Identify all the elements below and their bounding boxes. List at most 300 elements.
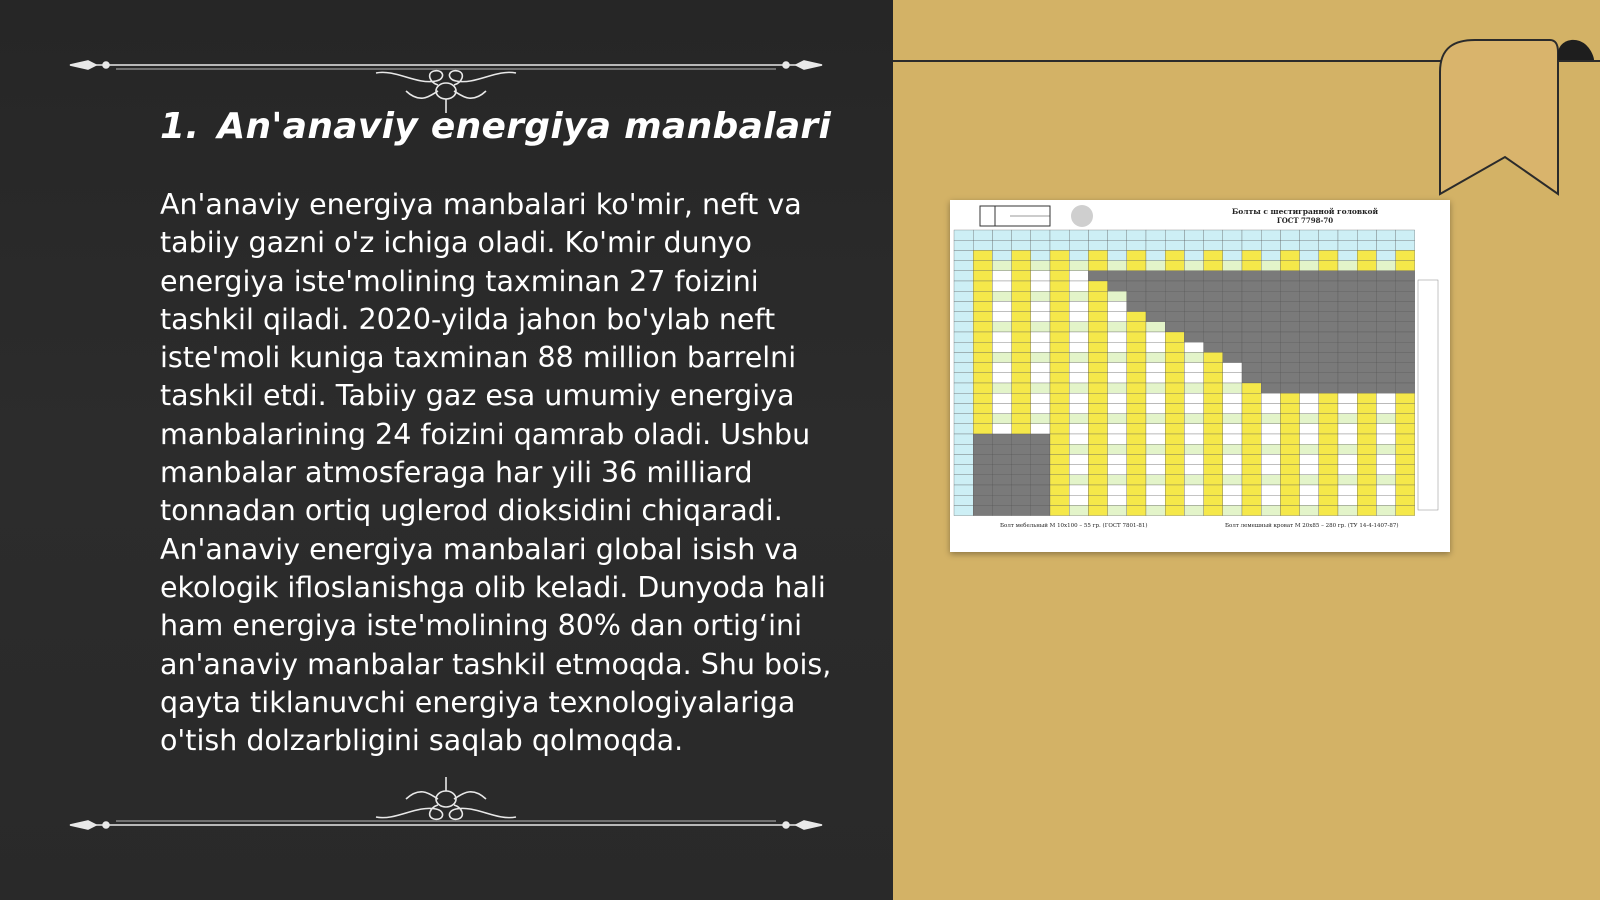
table-cell: [1146, 363, 1165, 373]
table-cell: [1319, 465, 1338, 475]
table-cell: [1280, 291, 1299, 301]
table-cell: [1261, 250, 1280, 260]
table-cell: [1108, 312, 1127, 322]
table-cell: [1396, 485, 1415, 495]
table-cell: [1146, 352, 1165, 362]
table-cell: [1069, 454, 1088, 464]
table-cell: [1165, 312, 1184, 322]
table-cell: [1069, 383, 1088, 393]
table-cell: [1050, 291, 1069, 301]
table-cell: [1223, 352, 1242, 362]
table-cell: [1108, 373, 1127, 383]
table-cell: [1319, 332, 1338, 342]
table-cell: [1242, 230, 1261, 240]
table-cell: [1108, 475, 1127, 485]
table-cell: [1280, 230, 1299, 240]
table-cell: [1146, 230, 1165, 240]
table-cell: [1261, 363, 1280, 373]
table-cell: [1376, 281, 1395, 291]
table-cell: [1184, 373, 1203, 383]
table-cell: [1242, 301, 1261, 311]
slide-title: [160, 104, 860, 150]
table-cell: [1165, 403, 1184, 413]
table-cell: [1223, 312, 1242, 322]
table-cell: [1031, 465, 1050, 475]
table-cell: [954, 414, 973, 424]
table-cell: [1396, 250, 1415, 260]
table-cell: [1127, 301, 1146, 311]
table-cell: [1088, 403, 1107, 413]
table-cell: [1127, 322, 1146, 332]
table-cell: [1338, 414, 1357, 424]
table-cell: [1300, 363, 1319, 373]
table-cell: [1242, 240, 1261, 250]
table-side-note: [1418, 280, 1438, 510]
table-cell: [1396, 322, 1415, 332]
table-cell: [1088, 414, 1107, 424]
table-cell: [1376, 373, 1395, 383]
table-cell: [973, 342, 992, 352]
table-cell: [1146, 383, 1165, 393]
table-cell: [973, 465, 992, 475]
table-cell: [1012, 230, 1031, 240]
table-cell: [954, 485, 973, 495]
table-cell: [1069, 475, 1088, 485]
table-cell: [1280, 261, 1299, 271]
table-cell: [1069, 444, 1088, 454]
table-cell: [1184, 322, 1203, 332]
table-cell: [1338, 250, 1357, 260]
table-cell: [973, 322, 992, 332]
table-cell: [1338, 475, 1357, 485]
table-cell: [1396, 342, 1415, 352]
table-cell: [1012, 363, 1031, 373]
table-cell: [1223, 301, 1242, 311]
table-cell: [1050, 301, 1069, 311]
table-cell: [1165, 230, 1184, 240]
table-cell: [1280, 444, 1299, 454]
table-cell: [1223, 271, 1242, 281]
table-cell: [1338, 444, 1357, 454]
table-cell: [1300, 352, 1319, 362]
table-cell: [1261, 352, 1280, 362]
table-cell: [1376, 505, 1395, 515]
table-cell: [1031, 312, 1050, 322]
table-cell: [1165, 261, 1184, 271]
table-cell: [1280, 352, 1299, 362]
table-cell: [1261, 495, 1280, 505]
table-cell: [1204, 414, 1223, 424]
table-cell: [1184, 332, 1203, 342]
table-cell: [1165, 393, 1184, 403]
table-cell: [1050, 373, 1069, 383]
table-cell: [1223, 250, 1242, 260]
table-cell: [1108, 363, 1127, 373]
table-cell: [1376, 342, 1395, 352]
table-cell: [1357, 342, 1376, 352]
table-cell: [1300, 373, 1319, 383]
table-cell: [1261, 383, 1280, 393]
table-cell: [992, 444, 1011, 454]
table-cell: [1031, 444, 1050, 454]
table-cell: [1300, 393, 1319, 403]
table-cell: [1165, 454, 1184, 464]
table-cell: [973, 261, 992, 271]
table-cell: [1261, 475, 1280, 485]
table-cell: [1242, 393, 1261, 403]
table-cell: [973, 434, 992, 444]
table-cell: [1165, 281, 1184, 291]
table-cell: [1165, 291, 1184, 301]
table-cell: [1376, 454, 1395, 464]
table-cell: [1376, 414, 1395, 424]
table-cell: [1319, 383, 1338, 393]
table-cell: [1088, 281, 1107, 291]
table-cell: [954, 444, 973, 454]
table-cell: [1242, 363, 1261, 373]
table-cell: [1319, 485, 1338, 495]
table-cell: [1146, 271, 1165, 281]
table-cell: [1031, 281, 1050, 291]
table-cell: [1127, 342, 1146, 352]
table-cell: [1204, 322, 1223, 332]
table-cell: [1088, 505, 1107, 515]
table-cell: [1300, 495, 1319, 505]
table-cell: [1396, 291, 1415, 301]
table-cell: [1338, 383, 1357, 393]
table-cell: [1242, 373, 1261, 383]
table-cell: [1088, 291, 1107, 301]
table-cell: [1012, 352, 1031, 362]
table-cell: [1184, 475, 1203, 485]
table-cell: [1396, 363, 1415, 373]
table-header-line2: ГОСТ 7798-70: [1276, 216, 1334, 225]
table-cell: [954, 301, 973, 311]
table-cell: [1338, 495, 1357, 505]
table-cell: [1261, 312, 1280, 322]
table-cell: [1338, 312, 1357, 322]
table-cell: [1069, 271, 1088, 281]
table-cell: [1031, 301, 1050, 311]
table-cell: [1396, 475, 1415, 485]
table-cell: [992, 240, 1011, 250]
table-cell: [954, 230, 973, 240]
table-cell: [1108, 291, 1127, 301]
table-cell: [973, 454, 992, 464]
table-cell: [973, 332, 992, 342]
table-cell: [1300, 424, 1319, 434]
table-cell: [1069, 250, 1088, 260]
table-cell: [1223, 240, 1242, 250]
table-cell: [1165, 424, 1184, 434]
table-cell: [1204, 240, 1223, 250]
table-cell: [1050, 403, 1069, 413]
table-cell: [1088, 352, 1107, 362]
table-cell: [1376, 261, 1395, 271]
table-cell: [1357, 261, 1376, 271]
table-cell: [1031, 261, 1050, 271]
table-cell: [1031, 414, 1050, 424]
table-cell: [1031, 495, 1050, 505]
table-cell: [1031, 424, 1050, 434]
table-cell: [1261, 434, 1280, 444]
table-cell: [1300, 414, 1319, 424]
table-cell: [973, 373, 992, 383]
table-cell: [1012, 291, 1031, 301]
table-cell: [973, 301, 992, 311]
table-cell: [1069, 312, 1088, 322]
table-cell: [1184, 495, 1203, 505]
table-cell: [1300, 240, 1319, 250]
table-cell: [1280, 271, 1299, 281]
table-cell: [1165, 332, 1184, 342]
table-cell: [1012, 393, 1031, 403]
table-cell: [1300, 403, 1319, 413]
table-cell: [1108, 230, 1127, 240]
table-cell: [1338, 363, 1357, 373]
table-cell: [1184, 434, 1203, 444]
table-cell: [1357, 352, 1376, 362]
table-cell: [1184, 291, 1203, 301]
table-cell: [1184, 363, 1203, 373]
table-cell: [1050, 352, 1069, 362]
table-cell: [1242, 281, 1261, 291]
table-cell: [954, 403, 973, 413]
table-cell: [1069, 424, 1088, 434]
table-cell: [1300, 281, 1319, 291]
slide-body-text: An'anaviy energiya manbalari ko'mir, neft va tabiiy gazni o'z ichiga oladi. Ko'mir dunyo energiya iste'molining taxminan 27 foizini tashkil qiladi. 2020-yilda jahon bo'ylab neft iste'moli kuniga taxminan 88 million barrelni tashkil etdi. Tabiiy gaz esa umumiy energiya manbalarining 24 foizini qamrab oladi. Ushbu manbalar atmosferaga har yili 36 milliard tonnadan ortiq uglerod dioksidini chiqaradi. An'anaviy energiya manbalari global isish va ekologik ifloslanishga olib keladi. Dunyoda hali ham energiya iste'molining 80% dan ortig‘ini an'anaviy manbalar tashkil etmoqda. Shu bois, qayta tiklanuvchi energiya texnologiyalariga o'tish dolzarbligini saqlab qolmoqda.: [160, 188, 832, 758]
table-cell: [992, 465, 1011, 475]
table-cell: [1050, 485, 1069, 495]
table-cell: [1204, 271, 1223, 281]
table-cell: [1050, 414, 1069, 424]
table-cell: [1242, 465, 1261, 475]
table-cell: [1088, 301, 1107, 311]
table-cell: [1319, 271, 1338, 281]
table-cell: [1280, 465, 1299, 475]
table-cell: [1069, 352, 1088, 362]
table-cell: [1396, 240, 1415, 250]
table-cell: [1300, 301, 1319, 311]
table-cell: [1184, 281, 1203, 291]
table-cell: [1012, 383, 1031, 393]
table-cell: [1146, 342, 1165, 352]
table-header-line1: Болты с шестигранной головкой: [1231, 207, 1379, 216]
table-cell: [1396, 454, 1415, 464]
table-cell: [1184, 383, 1203, 393]
table-cell: [1261, 505, 1280, 515]
table-cell: [992, 342, 1011, 352]
table-cell: [973, 495, 992, 505]
table-cell: [992, 393, 1011, 403]
table-cell: [1280, 414, 1299, 424]
table-cell: [1204, 291, 1223, 301]
table-cell: [1376, 230, 1395, 240]
table-cell: [973, 363, 992, 373]
table-cell: [1184, 424, 1203, 434]
table-cell: [1088, 475, 1107, 485]
table-cell: [1357, 332, 1376, 342]
table-cell: [1165, 495, 1184, 505]
table-cell: [1300, 312, 1319, 322]
table-cell: [1280, 322, 1299, 332]
table-cell: [1031, 475, 1050, 485]
table-cell: [1338, 261, 1357, 271]
table-cell: [1088, 240, 1107, 250]
table-cell: [1223, 363, 1242, 373]
table-cell: [1261, 393, 1280, 403]
table-cell: [1127, 312, 1146, 322]
table-cell: [1223, 434, 1242, 444]
table-cell: [1396, 230, 1415, 240]
table-cell: [1357, 475, 1376, 485]
table-cell: [973, 485, 992, 495]
table-cell: [1376, 403, 1395, 413]
table-cell: [1146, 434, 1165, 444]
table-cell: [1088, 261, 1107, 271]
table-cell: [1127, 393, 1146, 403]
slide-title-number: 1.: [160, 106, 200, 147]
table-cell: [1300, 271, 1319, 281]
table-cell: [1223, 393, 1242, 403]
table-cell: [1127, 485, 1146, 495]
table-cell: [1031, 240, 1050, 250]
table-cell: [1376, 465, 1395, 475]
table-cell: [1146, 312, 1165, 322]
table-cell: [1088, 444, 1107, 454]
table-cell: [1146, 322, 1165, 332]
table-cell: [992, 505, 1011, 515]
table-cell: [1127, 261, 1146, 271]
table-cell: [1088, 454, 1107, 464]
table-cell: [1280, 363, 1299, 373]
table-cell: [1165, 240, 1184, 250]
table-cell: [1376, 424, 1395, 434]
table-cell: [1223, 485, 1242, 495]
table-cell: [1050, 505, 1069, 515]
table-cell: [973, 403, 992, 413]
table-cell: [1050, 271, 1069, 281]
table-cell: [1357, 454, 1376, 464]
table-cell: [1184, 414, 1203, 424]
table-cell: [1108, 240, 1127, 250]
table-cell: [1031, 271, 1050, 281]
table-cell: [1376, 383, 1395, 393]
table-cell: [1127, 240, 1146, 250]
table-cell: [1242, 291, 1261, 301]
table-cell: [1242, 495, 1261, 505]
table-cell: [1357, 250, 1376, 260]
table-cell: [1242, 261, 1261, 271]
table-cell: [1146, 240, 1165, 250]
table-cell: [973, 271, 992, 281]
table-cell: [1031, 383, 1050, 393]
table-cell: [1088, 383, 1107, 393]
table-cell: [954, 505, 973, 515]
table-cell: [1204, 424, 1223, 434]
table-cell: [973, 424, 992, 434]
table-cell: [1204, 454, 1223, 464]
table-cell: [1396, 312, 1415, 322]
table-cell: [1280, 393, 1299, 403]
table-cell: [1165, 485, 1184, 495]
table-cell: [1050, 465, 1069, 475]
table-cell: [1146, 393, 1165, 403]
table-cell: [1165, 322, 1184, 332]
bolt-table-image: [950, 200, 1450, 552]
table-cell: [1300, 485, 1319, 495]
table-cell: [1050, 332, 1069, 342]
table-cell: [1261, 373, 1280, 383]
table-cell: [1165, 363, 1184, 373]
table-cell: [1069, 261, 1088, 271]
table-cell: [1127, 414, 1146, 424]
table-cell: [1223, 475, 1242, 485]
table-cell: [1280, 332, 1299, 342]
table-cell: [1396, 393, 1415, 403]
table-cell: [1319, 240, 1338, 250]
table-cell: [1204, 261, 1223, 271]
table-cell: [1069, 393, 1088, 403]
table-cell: [1184, 261, 1203, 271]
table-cell: [1223, 261, 1242, 271]
table-cell: [1338, 271, 1357, 281]
table-cell: [954, 495, 973, 505]
table-cell: [1338, 485, 1357, 495]
table-cell: [954, 342, 973, 352]
table-cell: [1127, 250, 1146, 260]
table-cell: [1338, 465, 1357, 475]
table-cell: [1300, 465, 1319, 475]
table-cell: [1204, 403, 1223, 413]
table-cell: [992, 230, 1011, 240]
table-cell: [1280, 342, 1299, 352]
table-cell: [1127, 403, 1146, 413]
table-cell: [1242, 424, 1261, 434]
table-cell: [1204, 495, 1223, 505]
table-cell: [1069, 505, 1088, 515]
table-cell: [1376, 291, 1395, 301]
table-cell: [1012, 271, 1031, 281]
table-cell: [992, 383, 1011, 393]
table-cell: [1300, 291, 1319, 301]
table-cell: [1146, 495, 1165, 505]
table-cell: [1223, 322, 1242, 332]
table-cell: [1069, 434, 1088, 444]
table-cell: [992, 271, 1011, 281]
table-cell: [1376, 363, 1395, 373]
table-cell: [1280, 301, 1299, 311]
table-cell: [1280, 505, 1299, 515]
table-cell: [1242, 342, 1261, 352]
table-cell: [1204, 230, 1223, 240]
table-cell: [1357, 312, 1376, 322]
bolt-table-graphic: [950, 200, 1450, 552]
table-cell: [1184, 342, 1203, 352]
table-cell: [1031, 352, 1050, 362]
table-cell: [1204, 281, 1223, 291]
table-cell: [1261, 485, 1280, 495]
table-cell: [1338, 281, 1357, 291]
table-cell: [1223, 424, 1242, 434]
table-cell: [1396, 505, 1415, 515]
table-cell: [1127, 281, 1146, 291]
table-cell: [1242, 383, 1261, 393]
table-cell: [1108, 434, 1127, 444]
table-cell: [1396, 373, 1415, 383]
table-cell: [992, 454, 1011, 464]
table-cell: [1108, 414, 1127, 424]
